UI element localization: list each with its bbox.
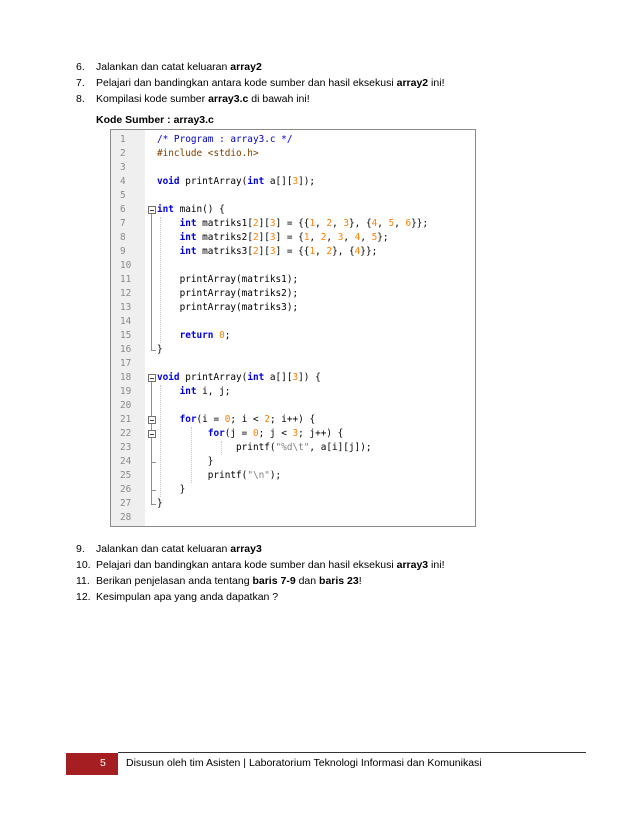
page-number: 5 xyxy=(100,757,106,769)
code-token: 3 xyxy=(292,428,299,439)
fold-end-marker xyxy=(151,462,156,463)
code-token: printf( xyxy=(157,442,276,453)
line-number: 19 xyxy=(120,386,132,397)
code-text xyxy=(157,245,377,259)
code-line xyxy=(111,385,475,399)
line-number: 3 xyxy=(120,162,126,173)
code-token: 4 xyxy=(354,246,361,257)
text-run: Kesimpulan apa yang anda dapatkan ? xyxy=(96,591,279,603)
bold-text: baris 7-9 xyxy=(252,575,296,587)
code-token: ]) { xyxy=(298,372,321,383)
code-token: ; i < xyxy=(230,414,265,425)
text-run: Jalankan dan catat keluaran xyxy=(96,543,231,555)
code-line xyxy=(111,189,475,203)
code-token: 5 xyxy=(371,232,378,243)
code-line xyxy=(111,203,475,217)
code-line xyxy=(111,343,475,357)
line-number: 12 xyxy=(120,288,132,299)
code-text xyxy=(157,329,230,343)
code-token: }, { xyxy=(332,246,355,257)
bold-text: array2 xyxy=(230,61,262,73)
code-token: ; i++) { xyxy=(269,414,316,425)
code-token: (j = xyxy=(224,428,253,439)
code-line xyxy=(111,231,475,245)
code-text xyxy=(157,427,343,441)
code-token: ] = {{ xyxy=(275,246,310,257)
bold-text: array3 xyxy=(230,543,262,555)
code-token: , xyxy=(309,232,321,243)
line-number: 1 xyxy=(120,134,126,145)
code-line xyxy=(111,511,475,525)
list-item-text xyxy=(96,91,310,107)
code-token: void xyxy=(157,176,180,187)
line-number: 2 xyxy=(120,148,126,159)
code-line xyxy=(111,497,475,511)
code-token: , xyxy=(360,232,372,243)
list-item-text xyxy=(96,541,262,557)
code-token: ] = {{ xyxy=(275,218,310,229)
code-line xyxy=(111,413,475,427)
line-number: 22 xyxy=(120,428,132,439)
bold-text: array3 xyxy=(396,559,429,571)
code-line xyxy=(111,147,475,161)
fold-range-line xyxy=(151,438,152,462)
line-number: 10 xyxy=(120,260,132,271)
code-line xyxy=(111,301,475,315)
code-token: 1 xyxy=(309,218,316,229)
code-text xyxy=(157,441,372,455)
code-line xyxy=(111,175,475,189)
code-token: 2 xyxy=(252,218,259,229)
code-text xyxy=(157,217,428,231)
code-token: 2 xyxy=(326,246,333,257)
code-token xyxy=(157,428,208,439)
code-token: printArray(matriks2); xyxy=(157,288,299,299)
list-item xyxy=(76,91,596,107)
fold-end-marker xyxy=(151,504,156,505)
footer-page-block xyxy=(66,753,118,775)
code-token: matriks1[ xyxy=(196,218,253,229)
code-token: 0 xyxy=(219,330,225,341)
code-token: int xyxy=(179,246,197,257)
indent-guide xyxy=(160,217,161,343)
code-text xyxy=(157,455,213,469)
line-number: 11 xyxy=(120,274,132,285)
text-run: Pelajari dan bandingkan antara kode sumber dan hasil eksekusi xyxy=(96,77,397,89)
code-token: } xyxy=(157,484,186,495)
code-token: 2 xyxy=(252,246,259,257)
bold-text: array2 xyxy=(396,77,429,89)
code-token: int xyxy=(179,232,197,243)
fold-toggle-icon[interactable] xyxy=(148,416,156,424)
line-number: 24 xyxy=(120,456,132,467)
line-number: 26 xyxy=(120,484,132,495)
line-number: 20 xyxy=(120,400,132,411)
indent-guide xyxy=(191,427,192,483)
code-token: , xyxy=(394,218,406,229)
code-token: 2 xyxy=(326,218,333,229)
code-line xyxy=(111,427,475,441)
text-run: di bawah ini! xyxy=(248,93,310,105)
code-editor xyxy=(110,129,476,527)
code-token: for xyxy=(207,428,225,439)
list-item-text xyxy=(96,573,362,589)
code-token: 2 xyxy=(264,414,270,425)
code-token: 3 xyxy=(269,232,276,243)
code-token: i, j; xyxy=(196,386,231,397)
code-text xyxy=(157,469,281,483)
code-text xyxy=(157,287,298,301)
code-line xyxy=(111,399,475,413)
code-token: , xyxy=(326,232,338,243)
code-text xyxy=(157,273,298,287)
fold-end-marker xyxy=(151,350,156,351)
text-run: Berikan penjelasan anda tentang xyxy=(96,575,253,587)
list-item-text xyxy=(96,75,444,91)
list-item-number: 6. xyxy=(76,61,85,73)
code-token: }, { xyxy=(349,218,372,229)
code-token: ][ xyxy=(258,246,270,257)
code-text xyxy=(157,343,163,357)
line-number: 15 xyxy=(120,330,132,341)
code-token: 3 xyxy=(269,218,276,229)
code-text xyxy=(157,497,163,511)
code-token: 3 xyxy=(343,218,350,229)
code-text xyxy=(157,203,225,217)
code-line xyxy=(111,273,475,287)
fold-range-line xyxy=(151,214,152,350)
code-token: "\n" xyxy=(247,470,270,481)
code-token: 2 xyxy=(320,232,327,243)
list-item-number: 12. xyxy=(76,591,91,603)
code-token: a[][ xyxy=(264,372,293,383)
code-token: , xyxy=(377,218,389,229)
code-token: printArray( xyxy=(179,372,248,383)
code-token: void xyxy=(157,372,180,383)
bold-text: array3.c xyxy=(208,93,249,105)
code-token: ; xyxy=(224,330,231,341)
text-run: ini! xyxy=(428,77,445,89)
code-text xyxy=(157,371,321,385)
line-number: 14 xyxy=(120,316,132,327)
text-run: dan xyxy=(295,575,320,587)
line-number: 8 xyxy=(120,232,126,243)
code-text xyxy=(157,133,292,147)
code-token: , xyxy=(315,246,327,257)
list-item xyxy=(76,541,596,557)
code-token: int xyxy=(247,372,265,383)
list-item-text xyxy=(96,589,278,605)
list-item-text xyxy=(96,557,444,573)
code-token: 4 xyxy=(354,232,361,243)
code-line xyxy=(111,483,475,497)
code-token: ][ xyxy=(258,218,270,229)
text-run: ! xyxy=(358,575,362,587)
line-number: 16 xyxy=(120,344,132,355)
line-number: 23 xyxy=(120,442,132,453)
line-number: 18 xyxy=(120,372,132,383)
line-number: 5 xyxy=(120,190,126,201)
code-token: , xyxy=(315,218,327,229)
code-text xyxy=(157,483,185,497)
code-line xyxy=(111,469,475,483)
code-token: } xyxy=(157,498,163,509)
footer-text: Disusun oleh tim Asisten | Laboratorium Teknologi Informasi dan Komunikasi xyxy=(126,757,482,769)
footer-divider xyxy=(118,752,586,753)
code-token: printArray(matriks3); xyxy=(157,302,299,313)
code-token: }}; xyxy=(360,246,378,257)
code-token: 6 xyxy=(405,218,412,229)
code-token: 1 xyxy=(309,246,316,257)
line-number: 13 xyxy=(120,302,132,313)
line-number: 6 xyxy=(120,204,126,215)
code-token: 0 xyxy=(224,414,231,425)
code-token: }}; xyxy=(411,218,429,229)
code-token: } xyxy=(157,344,163,355)
code-token: , xyxy=(332,218,344,229)
indent-guide xyxy=(160,385,161,497)
code-token: int xyxy=(247,176,265,187)
fold-toggle-icon[interactable] xyxy=(148,430,156,438)
code-token: 3 xyxy=(269,246,276,257)
code-line xyxy=(111,245,475,259)
code-line xyxy=(111,329,475,343)
list-item-number: 10. xyxy=(76,559,91,571)
code-token: "%d\t" xyxy=(275,442,310,453)
code-line xyxy=(111,161,475,175)
code-token: a[][ xyxy=(264,176,293,187)
code-token: for xyxy=(179,414,197,425)
text-run: Kompilasi kode sumber xyxy=(96,93,209,105)
text-run: Pelajari dan bandingkan antara kode sumber dan hasil eksekusi xyxy=(96,559,397,571)
line-number: 4 xyxy=(120,176,126,187)
fold-toggle-icon[interactable] xyxy=(148,206,156,214)
code-token: 4 xyxy=(371,218,378,229)
list-item xyxy=(76,59,596,75)
list-item xyxy=(76,75,596,91)
code-token: 2 xyxy=(252,232,259,243)
list-item xyxy=(76,557,596,573)
list-item-number: 9. xyxy=(76,543,85,555)
code-line xyxy=(111,441,475,455)
list-item-number: 7. xyxy=(76,77,85,89)
code-token: ][ xyxy=(258,232,270,243)
list-item-number: 11. xyxy=(76,575,90,587)
text-run: ini! xyxy=(428,559,445,571)
code-token: printArray( xyxy=(179,176,248,187)
code-token: ; j < xyxy=(258,428,293,439)
code-line xyxy=(111,133,475,147)
fold-toggle-icon[interactable] xyxy=(148,374,156,382)
list-item-text xyxy=(96,59,262,75)
instruction-list-top xyxy=(76,59,596,107)
code-text xyxy=(157,231,389,245)
line-number: 27 xyxy=(120,498,132,509)
code-line xyxy=(111,357,475,371)
code-token: (i = xyxy=(196,414,225,425)
fold-end-marker xyxy=(151,490,156,491)
source-code-label: Kode Sumber : array3.c xyxy=(96,114,214,126)
code-text xyxy=(157,413,315,427)
code-token: 3 xyxy=(292,372,299,383)
line-number: 28 xyxy=(120,512,132,523)
code-line xyxy=(111,371,475,385)
code-text xyxy=(157,175,315,189)
code-token: int xyxy=(179,218,197,229)
code-line xyxy=(111,315,475,329)
code-token: matriks2[ xyxy=(196,232,253,243)
code-token: ] = { xyxy=(275,232,304,243)
code-text xyxy=(157,147,259,161)
code-line xyxy=(111,455,475,469)
code-token: , a[i][j]); xyxy=(309,442,372,453)
instruction-list-bottom xyxy=(76,541,596,605)
list-item xyxy=(76,589,596,605)
code-token: /* Program : array3.c */ xyxy=(157,134,293,145)
code-token: return xyxy=(179,330,214,341)
line-number: 21 xyxy=(120,414,132,425)
code-token: printArray(matriks1); xyxy=(157,274,299,285)
code-token: ; j++) { xyxy=(298,428,344,439)
code-token: matriks3[ xyxy=(196,246,253,257)
code-token: ]); xyxy=(298,176,316,187)
code-text xyxy=(157,301,298,315)
text-run: Jalankan dan catat keluaran xyxy=(96,61,231,73)
list-item xyxy=(76,573,596,589)
code-token: 1 xyxy=(303,232,310,243)
code-token: 5 xyxy=(388,218,395,229)
code-token: #include <stdio.h> xyxy=(157,148,259,159)
code-line xyxy=(111,259,475,273)
code-token: int xyxy=(157,204,174,215)
code-line xyxy=(111,217,475,231)
code-line xyxy=(111,287,475,301)
bold-text: baris 23 xyxy=(319,575,359,587)
code-token: , xyxy=(343,232,355,243)
line-number: 25 xyxy=(120,470,132,481)
code-token: 3 xyxy=(337,232,344,243)
code-token: }; xyxy=(377,232,389,243)
line-number: 17 xyxy=(120,358,132,369)
code-token: printf( xyxy=(157,470,248,481)
indent-guide xyxy=(221,441,222,455)
code-token: 3 xyxy=(292,176,299,187)
code-text xyxy=(157,385,230,399)
code-token: ); xyxy=(269,470,282,481)
code-token: } xyxy=(157,456,214,467)
line-number: 9 xyxy=(120,246,126,257)
code-token: int xyxy=(179,386,197,397)
line-number: 7 xyxy=(120,218,126,229)
code-token: main() { xyxy=(173,204,225,215)
list-item-number: 8. xyxy=(76,93,85,105)
code-token: 0 xyxy=(252,428,259,439)
